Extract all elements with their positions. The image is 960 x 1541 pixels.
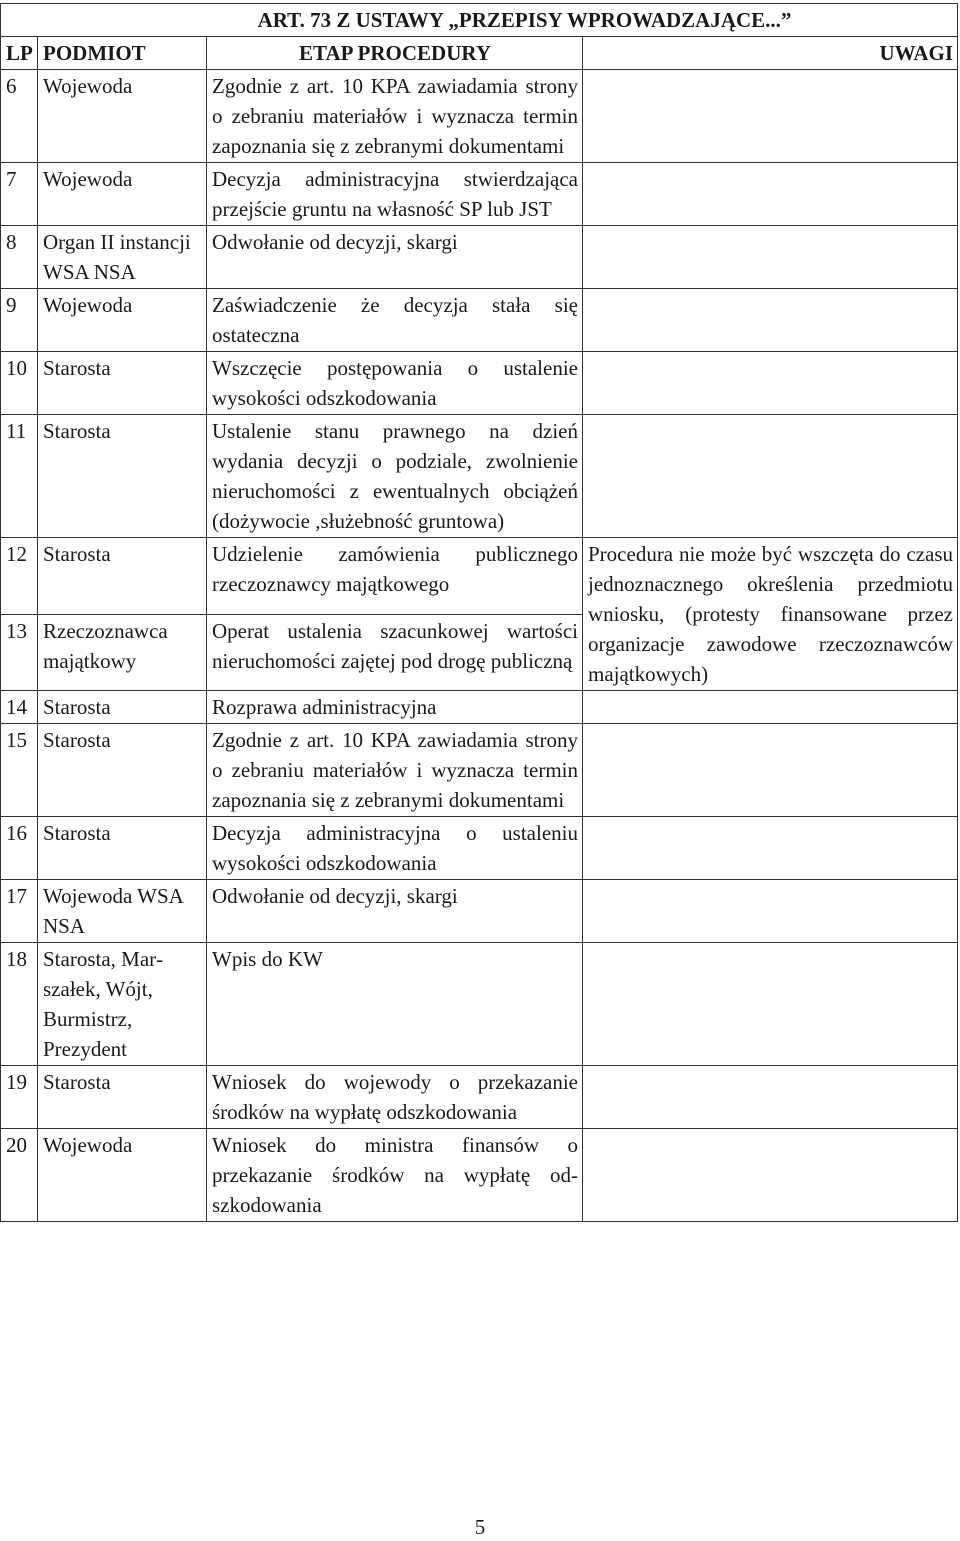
table-row	[1, 538, 958, 615]
row-stage-cell: Decyzja administracyjna o ustaleniu wysokości odszkodowania	[207, 817, 583, 880]
table-row	[1, 1066, 958, 1129]
procedure-table	[0, 3, 958, 1222]
table-row	[1, 163, 958, 226]
row-stage-cell: Zgodnie z art. 10 KPA zawiadamia strony o zebraniu materiałów i wyznacza termin zapoznania się z zebranymi dokumentami	[207, 70, 583, 163]
row-lp-cell: 8	[1, 226, 38, 289]
row-lp-cell: 15	[1, 724, 38, 817]
row-subject-cell: Starosta	[38, 538, 207, 615]
row-notes-cell	[583, 691, 958, 724]
row-stage-cell: Ustalenie stanu prawnego na dzień wydania decyzji o podziale, zwolnienie nieruchomości z ewentualnych obciążeń (dożywocie ,służebność gruntowa)	[207, 415, 583, 538]
row-lp-cell: 13	[1, 614, 38, 691]
row-subject-cell: Wojewoda	[38, 70, 207, 163]
row-lp-cell: 9	[1, 289, 38, 352]
row-notes-cell: Procedura nie może być wszczęta do czasu jednoznacznego określenia przedmiotu wniosku, (protesty finansowane przez organizacje zawodowe rzeczoznawców majątkowych)	[583, 538, 958, 691]
table-row	[1, 817, 958, 880]
row-stage-cell: Wpis do KW	[207, 943, 583, 1066]
row-lp-cell: 10	[1, 352, 38, 415]
table-row	[1, 70, 958, 163]
row-lp-cell: 7	[1, 163, 38, 226]
table-row	[1, 415, 958, 538]
row-stage-cell: Rozprawa administracyjna	[207, 691, 583, 724]
row-subject-cell: Starosta	[38, 724, 207, 817]
row-lp-cell: 14	[1, 691, 38, 724]
column-header-stage: ETAP PROCEDURY	[207, 37, 583, 70]
row-subject-cell: Wojewoda WSA NSA	[38, 880, 207, 943]
table-row	[1, 352, 958, 415]
row-subject-cell: Starosta	[38, 415, 207, 538]
row-notes-cell	[583, 415, 958, 538]
row-stage-cell: Zaświadczenie że decyzja stała się ostateczna	[207, 289, 583, 352]
row-subject-cell: Starosta, Marszałek, Wójt, Burmistrz, Prezydent	[38, 943, 207, 1066]
table-row	[1, 724, 958, 817]
table-row	[1, 880, 958, 943]
table-row	[1, 226, 958, 289]
row-lp-cell: 6	[1, 70, 38, 163]
table-row	[1, 1129, 958, 1222]
row-notes-cell	[583, 943, 958, 1066]
row-stage-cell: Zgodnie z art. 10 KPA zawiadamia strony o zebraniu materiałów i wyznacza termin zapoznania się z zebranymi dokumentami	[207, 724, 583, 817]
column-header-subject: PODMIOT	[38, 37, 207, 70]
table-body	[1, 70, 958, 1222]
row-notes-cell	[583, 817, 958, 880]
row-stage-cell: Operat ustalenia szacunkowej wartości nieruchomości zajętej pod drogę publiczną	[207, 614, 583, 691]
row-lp-cell: 18	[1, 943, 38, 1066]
row-subject-cell: Starosta	[38, 817, 207, 880]
row-lp-cell: 17	[1, 880, 38, 943]
table-title: ART. 73 Z USTAWY „PRZEPISY WPROWADZAJĄCE...”	[1, 4, 958, 37]
row-subject-cell: Rzeczoznawca majątkowy	[38, 614, 207, 691]
row-lp-cell: 12	[1, 538, 38, 615]
column-header-notes: UWAGI	[583, 37, 958, 70]
row-notes-cell	[583, 1066, 958, 1129]
row-stage-cell: Odwołanie od decyzji, skargi	[207, 880, 583, 943]
row-subject-cell: Wojewoda	[38, 1129, 207, 1222]
row-subject-cell: Starosta	[38, 352, 207, 415]
row-notes-cell	[583, 289, 958, 352]
row-subject-cell: Starosta	[38, 691, 207, 724]
row-subject-cell: Organ II instancji WSA NSA	[38, 226, 207, 289]
table-row	[1, 289, 958, 352]
row-notes-cell	[583, 724, 958, 817]
row-stage-cell: Wniosek do wojewody o przekazanie środków na wypłatę odszkodowania	[207, 1066, 583, 1129]
row-notes-cell	[583, 70, 958, 163]
row-lp-cell: 19	[1, 1066, 38, 1129]
row-stage-cell: Odwołanie od decyzji, skargi	[207, 226, 583, 289]
row-stage-cell: Decyzja administracyjna stwierdzająca przejście gruntu na własność SP lub JST	[207, 163, 583, 226]
row-lp-cell: 20	[1, 1129, 38, 1222]
row-subject-cell: Wojewoda	[38, 163, 207, 226]
row-notes-cell	[583, 1129, 958, 1222]
row-notes-cell	[583, 226, 958, 289]
row-notes-cell	[583, 352, 958, 415]
row-stage-cell: Wniosek do ministra finansów o przekazanie środków na wypłatę odszkodowania	[207, 1129, 583, 1222]
row-stage-cell: Udzielenie zamówienia publicznego rzeczoznawcy majątkowego	[207, 538, 583, 615]
row-notes-cell	[583, 163, 958, 226]
page-number: 5	[474, 1515, 486, 1539]
row-notes-cell	[583, 880, 958, 943]
row-stage-cell: Wszczęcie postępowania o ustalenie wysokości odszkodowania	[207, 352, 583, 415]
row-subject-cell: Starosta	[38, 1066, 207, 1129]
table-row	[1, 691, 958, 724]
column-header-lp: LP	[1, 37, 38, 70]
row-lp-cell: 11	[1, 415, 38, 538]
table-header-row	[1, 37, 958, 70]
table-row	[1, 943, 958, 1066]
row-subject-cell: Wojewoda	[38, 289, 207, 352]
table-title-row	[1, 4, 958, 37]
row-lp-cell: 16	[1, 817, 38, 880]
